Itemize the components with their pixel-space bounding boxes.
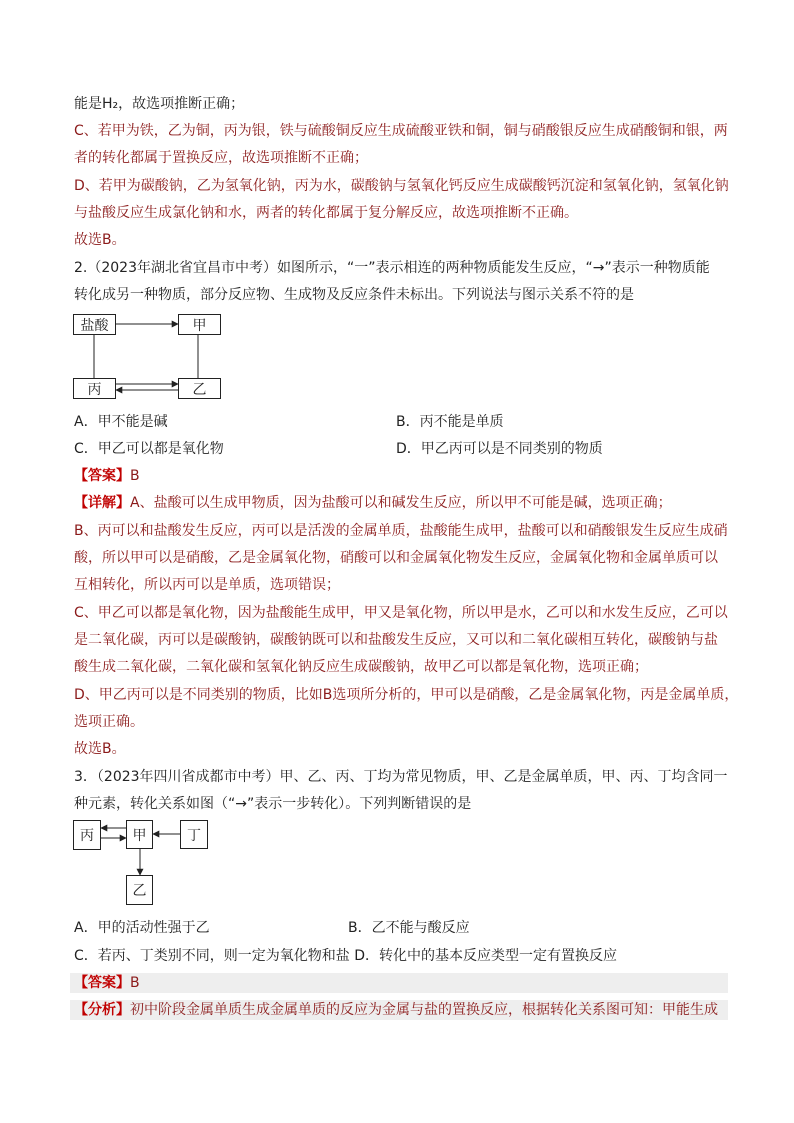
question-3-stem: 种元素，转化关系如图（“→”表示一步转化）。下列判断错误的是 <box>74 796 472 812</box>
detail-text: A、盐酸可以生成甲物质，因为盐酸可以和碱发生反应，所以甲不可能是碱，选项正确； <box>130 495 672 511</box>
node-yi: 乙 <box>178 378 221 399</box>
answer-value: B <box>130 975 140 991</box>
answer-value: B <box>130 468 140 484</box>
option-a: A．甲不能是碱 <box>74 414 168 430</box>
text-line: B、丙可以和盐酸发生反应，丙可以是活泼的金属单质，盐酸能生成甲，盐酸可以和硝酸银发生反应生成硝 <box>74 523 728 539</box>
answer-tag: 【答案】 <box>74 975 130 991</box>
node-yi: 乙 <box>126 875 153 905</box>
text-line: 能是H₂，故选项推断正确； <box>74 96 245 112</box>
question-2-stem: 2.（2023年湖北省宜昌市中考）如图所示，“一”表示相连的两种物质能发生反应，“→”表示一种物质能 <box>74 260 710 276</box>
option-a: A．甲的活动性强于乙 <box>74 920 210 936</box>
answer-line <box>74 466 734 486</box>
analysis-tag: 【分析】 <box>74 1002 130 1018</box>
analysis-text: 初中阶段金属单质生成金属单质的反应为金属与盐的置换反应，根据转化关系图可知：甲能生成 <box>130 1002 718 1018</box>
text-line: 者的转化都属于置换反应，故选项推断不正确； <box>74 150 368 166</box>
text-line: 酸生成二氧化碳，二氧化碳和氢氧化钠反应生成碳酸钠，故甲乙可以都是氧化物，选项正确； <box>74 659 648 675</box>
option-b: B．丙不能是单质 <box>396 414 504 430</box>
detail-tag: 【详解】 <box>74 495 130 511</box>
text-line: 酸，所以甲可以是硝酸，乙是金属氧化物，硝酸可以和金属氧化物发生反应，金属氧化物和金属单质可以 <box>74 550 718 566</box>
question-2-stem: 转化成另一种物质，部分反应物、生成物及反应条件未标出。下列说法与图示关系不符的是 <box>74 287 634 303</box>
node-ding: 丁 <box>180 820 208 849</box>
text-line: C、甲乙可以都是氧化物，因为盐酸能生成甲，甲又是氧化物，所以甲是水，乙可以和水发生反应，乙可以 <box>74 605 728 621</box>
text-line: 故选B。 <box>74 232 126 248</box>
text-line: C、若甲为铁，乙为铜，丙为银，铁与硫酸铜反应生成硫酸亚铁和铜，铜与硝酸银反应生成硝酸铜和银，两 <box>74 123 728 139</box>
node-bing: 丙 <box>73 378 116 399</box>
option-b: B．乙不能与酸反应 <box>348 920 470 936</box>
text-line: D、若甲为碳酸钠，乙为氢氧化钠，丙为水，碳酸钠与氢氧化钙反应生成碳酸钙沉淀和氢氧化钠，氢氧化钠 <box>74 178 729 194</box>
answer-tag: 【答案】 <box>74 468 130 484</box>
option-cd: C．若丙、丁类别不同，则一定为氧化物和盐 D．转化中的基本反应类型一定有置换反应 <box>74 948 618 964</box>
text-line: 互相转化，所以丙可以是单质，选项错误； <box>74 577 340 593</box>
node-jia: 甲 <box>178 314 221 335</box>
text-line: 是二氧化碳，丙可以是碳酸钠，碳酸钠既可以和盐酸发生反应，又可以和二氧化碳相互转化，碳酸钠与盐 <box>74 632 718 648</box>
analysis-line <box>70 1000 728 1020</box>
node-bing: 丙 <box>73 820 101 850</box>
option-d: D．甲乙丙可以是不同类别的物质 <box>396 441 603 457</box>
question-3-stem: 3．（2023年四川省成都市中考）甲、乙、丙、丁均为常见物质，甲、乙是金属单质，甲、丙、丁均含同一 <box>74 769 728 785</box>
answer-line <box>70 973 728 993</box>
node-hydrochloric-acid: 盐酸 <box>73 314 116 335</box>
option-c: C．甲乙可以都是氧化物 <box>74 441 224 457</box>
text-line: 故选B。 <box>74 741 126 757</box>
node-jia: 甲 <box>126 820 153 849</box>
text-line: 与盐酸反应生成氯化钠和水，两者的转化都属于复分解反应，故选项推断不正确。 <box>74 205 578 221</box>
text-line: 选项正确。 <box>74 714 144 730</box>
detail-line <box>74 493 734 513</box>
text-line: D、甲乙丙可以是不同类别的物质，比如B选项所分析的，甲可以是硝酸，乙是金属氧化物，丙是金属单质， <box>74 687 739 703</box>
